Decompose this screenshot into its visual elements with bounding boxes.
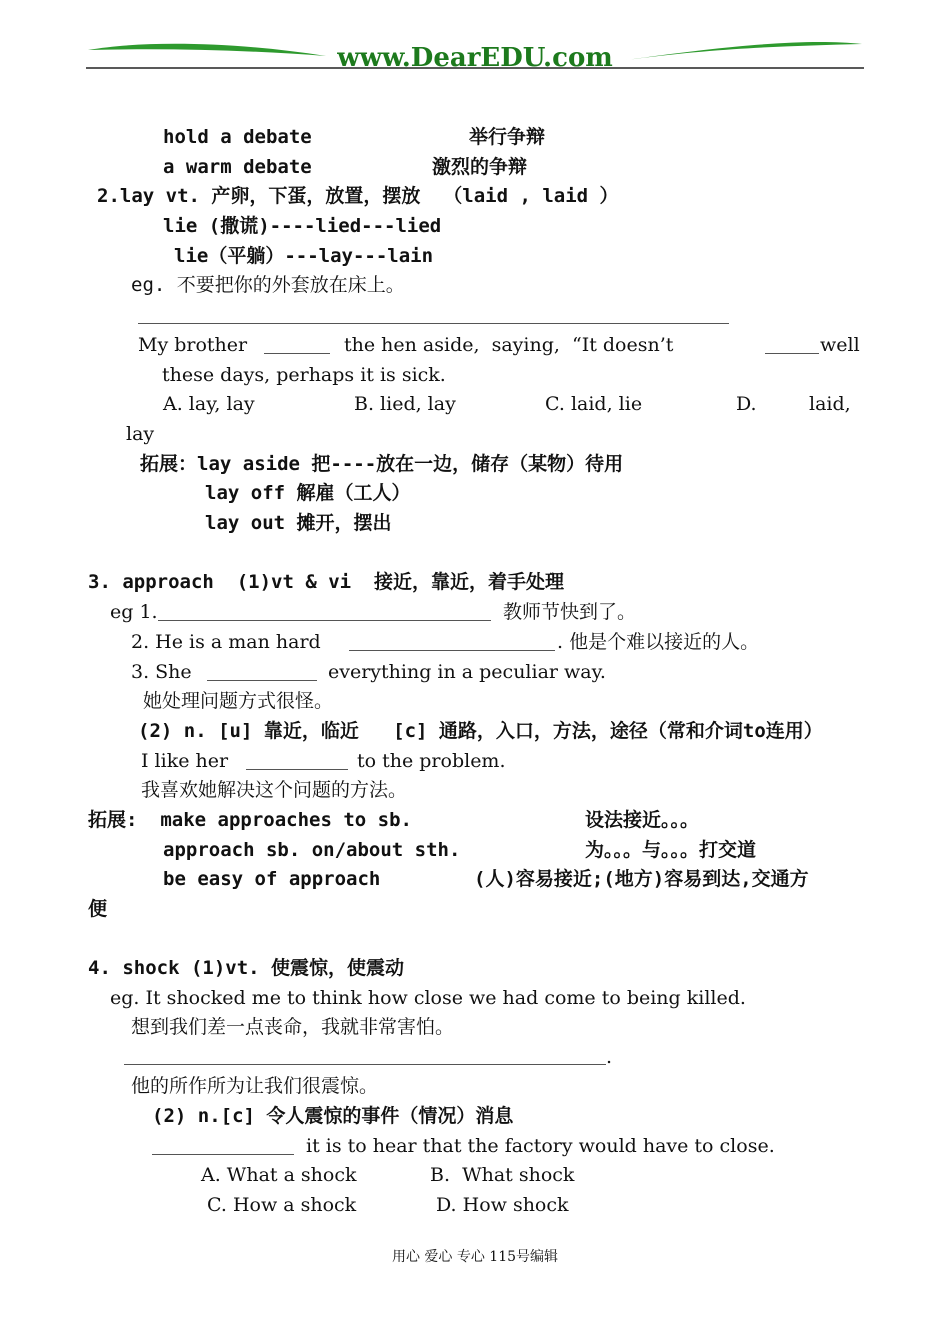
option-d-wrap: lay: [126, 423, 155, 445]
question-text-part1: My brother: [138, 334, 248, 356]
answer-blank: [264, 353, 330, 354]
extension-easy-of-approach-wrap: 便: [88, 898, 108, 920]
question-shock: it is to hear that the factory would have to close.: [306, 1135, 775, 1157]
page-footer: 用心 爱心 专心 115号编辑: [391, 1249, 559, 1265]
example-2: 2. He is a man hard: [131, 631, 321, 653]
heading-approach: 3. approach (1)vt & vi 接近，靠近，着手处理: [88, 571, 564, 593]
phrase-hold-debate: hold a debate: [163, 126, 312, 148]
answer-blank: [349, 650, 555, 651]
question-text-part3: well: [820, 334, 860, 356]
extension-make-approaches-cn: 设法接近。。。: [585, 809, 700, 831]
answer-blank: [152, 1154, 294, 1155]
extension-approach-sb: approach sb. on/about sth.: [163, 839, 461, 861]
example-shocked-cn: 想到我们差一点丧命，我就非常害怕。: [131, 1016, 455, 1038]
answer-blank: [207, 680, 317, 681]
site-name: www.DearEDU.com: [337, 43, 613, 72]
shock-noun-meaning: (2) n.[c] 令人震惊的事件（情况）消息: [152, 1105, 514, 1127]
option-a: A. lay, lay: [163, 393, 255, 415]
example-1-label: eg 1.: [110, 601, 158, 623]
heading-lay: 2.lay vt. 产卵，下蛋，放置，摆放 （laid , laid ）: [97, 185, 619, 207]
extension-easy-of-approach: be easy of approach: [163, 868, 381, 890]
example-lay-coat: eg. 不要把你的外套放在床上。: [131, 274, 405, 296]
extension-make-approaches: 拓展: make approaches to sb.: [88, 809, 412, 831]
example-3: 3. She: [131, 661, 192, 683]
option-b: B. lied, lay: [354, 393, 456, 415]
example-3-cn: 她处理问题方式很怪。: [143, 690, 334, 712]
right-leaf-swoosh: [626, 42, 862, 60]
example-3-rest: everything in a peculiar way.: [328, 661, 606, 683]
question-text-line2: these days, perhaps it is sick.: [162, 364, 446, 386]
example-1-cn: 教师节快到了。: [503, 601, 637, 623]
phrase-warm-debate: a warm debate: [163, 156, 312, 178]
lie-lied-forms: lie (撒谎)----lied---lied: [163, 215, 442, 237]
example-shocked: eg. It shocked me to think how close we had come to being killed.: [110, 987, 746, 1009]
example-like-her-cn: 我喜欢她解决这个问题的方法。: [141, 779, 408, 801]
approach-noun-meaning: (2) n. [u] 靠近，临近 [c] 通路，入口，方法，途径（常和介词to连用）: [138, 720, 823, 742]
example-2-cn: . 他是个难以接近的人。: [557, 631, 760, 653]
answer-blank: [246, 769, 348, 770]
lie-lay-forms: lie（平躺）---lay---lain: [174, 245, 434, 267]
example-like-her: I like her: [141, 750, 229, 772]
phrase-warm-debate-cn: 激烈的争辩: [432, 156, 528, 178]
question-text-part2: the hen aside, saying, “It doesn’t: [344, 334, 674, 356]
option-d-label: D.: [736, 393, 757, 415]
answer-blank: [124, 1064, 606, 1065]
extension-approach-sb-cn: 为。。。与。。。打交道: [585, 839, 757, 861]
extension-easy-of-approach-cn: (人)容易接近;(地方)容易到达,交通方: [474, 868, 809, 890]
extension-lay-out: lay out 摊开，摆出: [205, 512, 392, 534]
heading-shock: 4. shock (1)vt. 使震惊，使震动: [88, 957, 405, 979]
option-b-shock: B. What shock: [430, 1164, 575, 1186]
blank-period: .: [606, 1046, 613, 1068]
answer-blank: [765, 353, 819, 354]
extension-lay-aside: 拓展：lay aside 把----放在一边，储存（某物）待用: [140, 453, 624, 475]
option-a-shock: A. What a shock: [201, 1164, 357, 1186]
option-c-shock: C. How a shock: [207, 1194, 357, 1216]
site-header-banner: [86, 28, 864, 72]
answer-blank: [158, 620, 491, 621]
extension-lay-off: lay off 解雇（工人）: [205, 482, 411, 504]
answer-blank: [138, 323, 729, 324]
example-like-her-rest: to the problem.: [357, 750, 506, 772]
left-leaf-swoosh: [88, 44, 326, 56]
option-d-shock: D. How shock: [436, 1194, 569, 1216]
phrase-hold-debate-cn: 举行争辩: [469, 126, 546, 148]
option-c: C. laid, lie: [545, 393, 643, 415]
option-d-text: laid,: [809, 393, 851, 415]
example-shock-cn: 他的所作所为让我们很震惊。: [131, 1075, 379, 1097]
